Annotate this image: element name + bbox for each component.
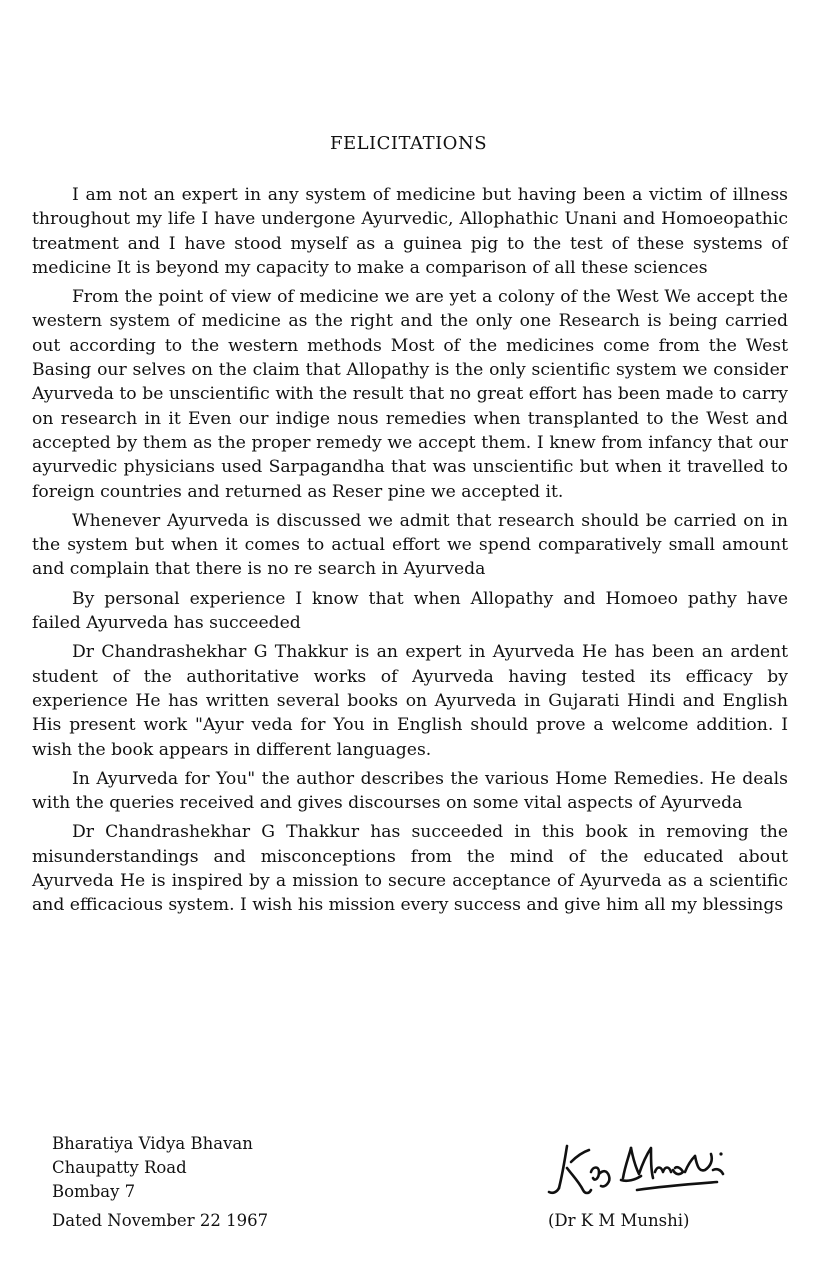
address-line-2: Chaupatty Road [52, 1158, 187, 1177]
address-line-3: Bombay 7 [52, 1182, 136, 1201]
paragraph-1: I am not an expert in any system of medicine but having been a victim of illness throughout my life I have undergone Ayurvedic, Allophathic Unani and Homoeopathic treatment and I have stood myself as a guinea pig to the test of these systems of medicine It is beyond my capacity to make a comparison of all these sciences [32, 185, 788, 278]
paragraph-3: Whenever Ayurveda is discussed we admit that research should be carried on in the system but when it comes to actual effort we spend comparatively small amount and complain that there is no re search in Ayurveda [32, 510, 788, 580]
paragraph-4: By personal experience I know that when Allopathy and Homoeo pathy have failed Ayurveda has succeeded [32, 588, 788, 634]
date-line: Dated November 22 1967 [52, 1211, 269, 1230]
letter-body [32, 183, 788, 918]
paragraph-6: In Ayurveda for You" the author describes the various Home Remedies. He deals with the queries received and gives discourses on some vital aspects of Ayurveda [32, 768, 788, 814]
paragraph-7: Dr Chandrashekhar G Thakkur has succeeded in this book in removing the misunderstandings and misconceptions from the mind of the educated about Ayurveda He is inspired by a mission to secure acceptance of Ayurveda as a scientific and efficacious system. I wish his mission every success and give him all my blessings [32, 822, 788, 916]
handwritten-signature [545, 1132, 745, 1204]
paragraph-2: From the point of view of medicine we are yet a colony of the West We accept the western system of medicine as the right and the only one Research is being carried out according to the western methods Most of the medicines come from the West Basing our selves on the claim that Allopathy is the only scientific system we consider Ayurveda to be unscientific with the result that no great effort has been made to carry on research in it Even our indige nous remedies when transplanted to the West and accepted by them as the proper remedy we accept them. I knew from infancy that our ayurvedic physicians used Sarpagandha that was unscientific but when it travelled to foreign countries and returned as Reser pine we accepted it. [32, 287, 788, 502]
paragraph-5: Dr Chandrashekhar G Thakkur is an expert in Ayurveda He has been an ardent student of the authoritative works of Ayurveda having tested its efficacy by experience He has written several books on Ayurveda in Gujarati Hindi and English His present work "Ayur veda for You in English should prove a welcome addition. I wish the book appears in different languages. [32, 642, 788, 760]
page-title: FELICITATIONS [329, 133, 488, 154]
address-line-1: Bharatiya Vidya Bhavan [52, 1134, 253, 1153]
signer-name: (Dr K M Munshi) [548, 1211, 690, 1230]
sender-address [52, 1132, 253, 1204]
